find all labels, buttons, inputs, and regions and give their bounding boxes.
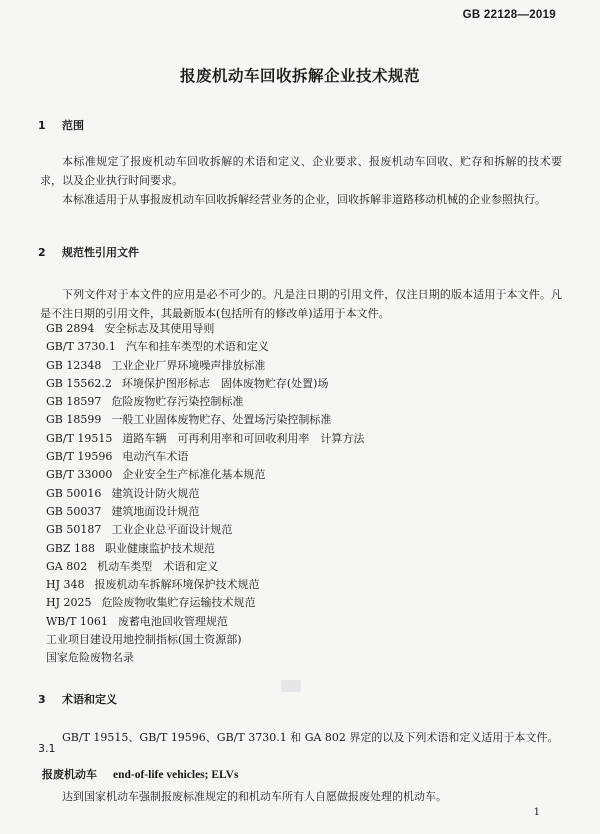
list-item bbox=[46, 338, 364, 356]
clause-number: 3.1 bbox=[38, 742, 56, 755]
reference-code: GB/T 33000 bbox=[46, 468, 113, 482]
section-title: 术语和定义 bbox=[62, 693, 117, 706]
reference-code: GB/T 3730.1 bbox=[46, 340, 116, 354]
reference-code: GB 12348 bbox=[46, 358, 102, 372]
section-title: 规范性引用文件 bbox=[62, 246, 139, 259]
reference-title: 工业项目建设用地控制指标(国土资源部) bbox=[46, 633, 242, 647]
term-english: end-of-life vehicles; ELVs bbox=[113, 769, 239, 781]
list-item bbox=[46, 393, 364, 411]
list-item bbox=[46, 521, 364, 539]
document-title: 报废机动车回收拆解企业技术规范 bbox=[179, 67, 420, 85]
list-item bbox=[46, 613, 364, 631]
reference-code: HJ 348 bbox=[46, 578, 85, 592]
list-item bbox=[46, 503, 364, 521]
reference-title: 一般工业固体废物贮存、处置场污染控制标准 bbox=[111, 413, 332, 427]
reference-title: 废蓄电池回收管理规范 bbox=[117, 614, 228, 628]
section-number: 1 bbox=[38, 119, 46, 132]
paragraph: GB/T 19515、GB/T 19596、GB/T 3730.1 和 GA 802 界定的以及下列术语和定义适用于本文件。 bbox=[62, 731, 559, 744]
list-item bbox=[46, 485, 364, 503]
list-item bbox=[46, 375, 364, 393]
reference-title: 危险废物收集贮存运输技术规范 bbox=[101, 596, 256, 610]
reference-title: 电动汽车术语 bbox=[122, 450, 189, 464]
reference-title: 工业企业厂界环境噪声排放标准 bbox=[111, 358, 266, 372]
term-line bbox=[42, 766, 238, 782]
list-item bbox=[46, 594, 364, 612]
list-item bbox=[46, 540, 364, 558]
standard-code: GB 22128—2019 bbox=[462, 9, 556, 21]
reference-code: HJ 2025 bbox=[46, 596, 92, 610]
reference-title: 国家危险废物名录 bbox=[46, 651, 134, 665]
reference-code: GBZ 188 bbox=[46, 541, 96, 555]
reference-code: WB/T 1061 bbox=[46, 614, 108, 628]
reference-code: GB 50187 bbox=[46, 523, 102, 537]
reference-title: 危险废物贮存污染控制标准 bbox=[111, 395, 244, 409]
reference-title: 建筑设计防火规范 bbox=[111, 486, 200, 500]
reference-code: GB 2894 bbox=[46, 322, 95, 335]
list-item bbox=[46, 448, 364, 466]
term-definition: 达到国家机动车强制报废标准规定的和机动车所有人自愿做报废处理的机动车。 bbox=[62, 790, 447, 803]
term-chinese: 报废机动车 bbox=[42, 768, 97, 781]
reference-title: 报废机动车拆解环境保护技术规范 bbox=[94, 578, 260, 592]
reference-code: GB 50037 bbox=[46, 504, 102, 518]
reference-code: GB 50016 bbox=[46, 486, 102, 500]
reference-code: GB 18599 bbox=[46, 413, 102, 427]
section-title: 范围 bbox=[62, 119, 84, 132]
list-item bbox=[46, 631, 364, 649]
paragraph: 下列文件对于本文件的应用是必不可少的。凡是注日期的引用文件，仅注日期的版本适用于本文件。凡是不注日期的引用文件，其最新版本(包括所有的修改单)适用于本文件。 bbox=[40, 288, 562, 320]
reference-list bbox=[46, 320, 364, 668]
reference-title: 企业安全生产标准化基本规范 bbox=[122, 468, 266, 482]
section-heading-terms-and-definitions bbox=[38, 691, 117, 707]
reference-code: GA 802 bbox=[46, 559, 88, 573]
list-item bbox=[46, 466, 364, 484]
reference-code: GB 15562.2 bbox=[46, 376, 112, 390]
reference-title: 职业健康监护技术规范 bbox=[105, 541, 216, 555]
reference-code: GB/T 19596 bbox=[46, 450, 113, 464]
paragraph: 本标准规定了报废机动车回收拆解的术语和定义、企业要求、报废机动车回收、贮存和拆解的技术要求，以及企业执行时间要求。 bbox=[40, 155, 562, 187]
section-number: 3 bbox=[38, 693, 46, 706]
reference-title: 安全标志及其使用导则 bbox=[104, 322, 215, 335]
page-number: 1 bbox=[533, 807, 540, 818]
list-item bbox=[46, 357, 364, 375]
list-item bbox=[46, 320, 364, 338]
section-heading-scope bbox=[38, 117, 84, 133]
reference-title: 道路车辆 可再利用率和可回收利用率 计算方法 bbox=[122, 431, 365, 445]
reference-title: 机动车类型 术语和定义 bbox=[97, 559, 219, 573]
reference-title: 工业企业总平面设计规范 bbox=[111, 523, 233, 537]
reference-code: GB/T 19515 bbox=[46, 431, 113, 445]
reference-title: 建筑地面设计规范 bbox=[111, 504, 200, 518]
list-item bbox=[46, 411, 364, 429]
list-item bbox=[46, 649, 364, 667]
watermark bbox=[281, 680, 301, 692]
section-number: 2 bbox=[38, 246, 46, 259]
list-item bbox=[46, 558, 364, 576]
reference-code: GB 18597 bbox=[46, 395, 102, 409]
list-item bbox=[46, 430, 364, 448]
section-heading-normative-references bbox=[38, 244, 139, 260]
reference-title: 汽车和挂车类型的术语和定义 bbox=[125, 340, 269, 354]
paragraph: 本标准适用于从事报废机动车回收拆解经营业务的企业，回收拆解非道路移动机械的企业参照执行。 bbox=[62, 193, 546, 206]
reference-title: 环境保护图形标志 固体废物贮存(处置)场 bbox=[121, 376, 329, 390]
list-item bbox=[46, 576, 364, 594]
